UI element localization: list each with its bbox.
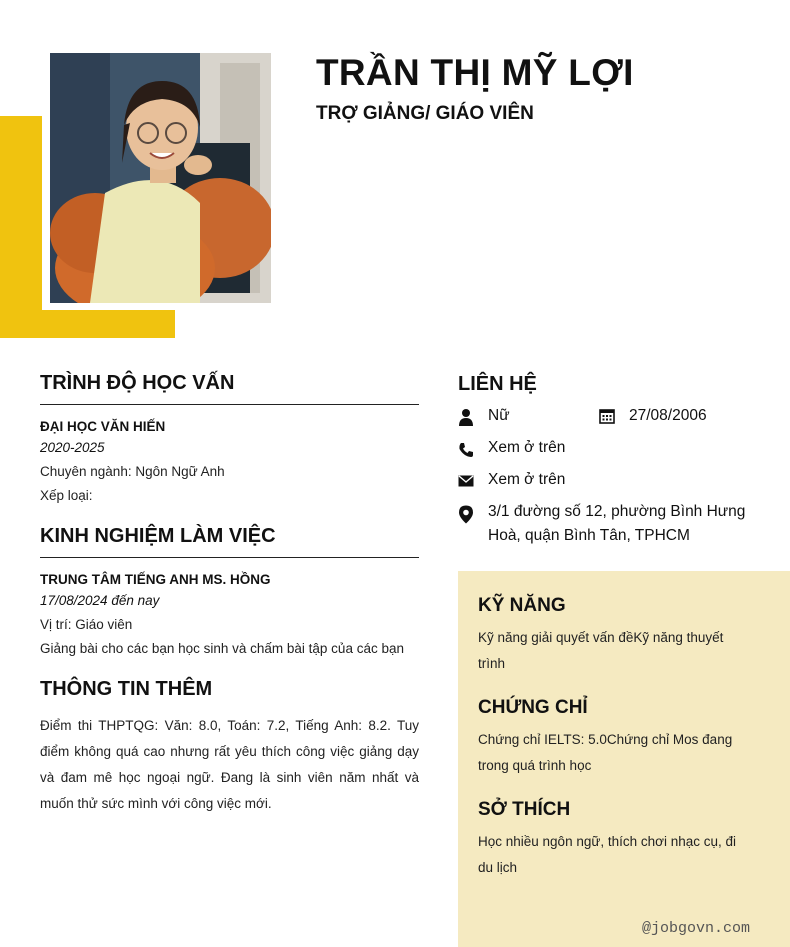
mail-icon (458, 475, 474, 491)
contact-birthday: 27/08/2006 (629, 407, 707, 424)
hobbies-line-1: Học nhiều ngôn ngữ, thích chơi nhạc cụ, đi (478, 834, 737, 849)
phone-icon (458, 442, 474, 458)
education-major: Chuyên ngành: Ngôn Ngữ Anh (40, 464, 225, 479)
additional-info-heading: THÔNG TIN THÊM (40, 678, 213, 700)
skills-line-1: Kỹ năng giải quyết vấn đềKỹ năng thuyết (478, 630, 724, 645)
skills-panel-content (478, 595, 758, 881)
school-name: ĐẠI HỌC VĂN HIẾN (40, 419, 166, 434)
contact-address-line2: Hoà, quận Bình Tân, TPHCM (488, 527, 690, 544)
education-section (40, 372, 419, 503)
contact-phone: Xem ở trên (488, 439, 566, 456)
hobbies-heading: SỞ THÍCH (478, 799, 571, 820)
additional-info-section (40, 678, 419, 817)
candidate-role: TRỢ GIẢNG/ GIÁO VIÊN (316, 103, 534, 124)
candidate-name: TRẦN THỊ MỸ LỢI (316, 52, 634, 93)
certificates-text (478, 727, 758, 779)
hobbies-line-2: du lịch (478, 860, 518, 875)
company-name: TRUNG TÂM TIẾNG ANH MS. HỒNG (40, 572, 271, 587)
skills-text (478, 625, 758, 677)
skills-heading: KỸ NĂNG (478, 595, 566, 616)
person-icon (458, 408, 474, 424)
certificates-line-1: Chứng chỉ IELTS: 5.0Chứng chỉ Mos đang (478, 732, 733, 747)
certificates-line-2: trong quá trình học (478, 758, 592, 773)
additional-info-text: Điểm thi THPTQG: Văn: 8.0, Toán: 7.2, Tiếng Anh: 8.2. Tuy điểm không quá cao nhưng rất yêu thích công việc giảng dạy và đam mê học ngoại ngữ. Đang là sinh viên năm nhất và muốn thử sức mình với công việc mới. (40, 718, 419, 811)
contact-address-line1: 3/1 đường số 12, phường Bình Hưng (488, 503, 746, 520)
calendar-icon (599, 408, 615, 424)
experience-period: 17/08/2024 đến nay (40, 593, 160, 608)
profile-photo (50, 53, 271, 303)
skills-panel (458, 571, 790, 947)
certificates-heading: CHỨNG CHỈ (478, 697, 588, 718)
experience-description: Giảng bài cho các bạn học sinh và chấm bài tập của các bạn (40, 641, 404, 656)
contact-heading: LIÊN HỆ (458, 373, 537, 395)
education-period: 2020-2025 (40, 440, 105, 455)
contact-email: Xem ở trên (488, 471, 566, 488)
experience-position: Vị trí: Giáo viên (40, 617, 133, 632)
watermark-text: @jobgovn.com (641, 920, 750, 937)
skills-line-2: trình (478, 656, 506, 671)
contact-gender: Nữ (488, 407, 510, 424)
left-column (40, 372, 419, 817)
experience-heading: KINH NGHIỆM LÀM VIỆC (40, 525, 419, 558)
accent-block-vertical (0, 116, 42, 338)
location-pin-icon (458, 505, 474, 521)
hobbies-text (478, 829, 758, 881)
accent-block-horizontal (0, 310, 175, 338)
education-rank: Xếp loại: (40, 488, 93, 503)
education-heading: TRÌNH ĐỘ HỌC VẤN (40, 372, 419, 405)
experience-section (40, 525, 419, 656)
